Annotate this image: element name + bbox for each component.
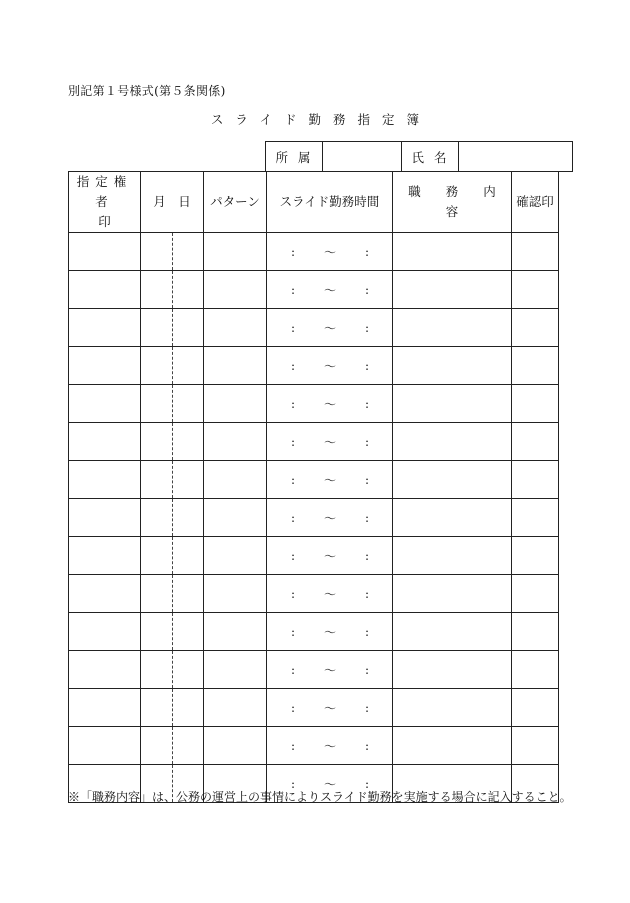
month-cell[interactable] (141, 651, 173, 689)
slide-time-cell[interactable] (267, 575, 393, 613)
affiliation-field[interactable] (323, 142, 402, 172)
day-cell[interactable] (173, 233, 204, 271)
day-cell[interactable] (173, 461, 204, 499)
col-pattern: パターン (204, 172, 267, 233)
time-end-colon: : (365, 738, 370, 753)
time-start-colon: : (291, 700, 296, 715)
time-end-colon: : (365, 282, 370, 297)
designator-seal-cell[interactable] (69, 727, 141, 765)
table-row (69, 385, 559, 423)
time-start-colon: : (291, 472, 296, 487)
pattern-cell[interactable] (204, 385, 267, 423)
month-cell[interactable] (141, 461, 173, 499)
page-title: スライド勤務指定簿 (210, 112, 432, 127)
confirm-seal-cell[interactable] (512, 461, 559, 499)
time-start-colon: : (291, 548, 296, 563)
time-end-colon: : (365, 662, 370, 677)
slide-time-cell[interactable] (267, 537, 393, 575)
table-row (69, 233, 559, 271)
table-row (69, 461, 559, 499)
day-cell[interactable] (173, 347, 204, 385)
time-tilde: 〜 (324, 283, 337, 297)
slide-time-cell[interactable] (267, 727, 393, 765)
time-start-colon: : (291, 358, 296, 373)
slide-time-cell[interactable] (267, 309, 393, 347)
duty-content-cell[interactable] (393, 575, 512, 613)
month-cell[interactable] (141, 347, 173, 385)
time-end-colon: : (365, 624, 370, 639)
col-designator-seal-line2: 印 (98, 214, 111, 229)
day-cell[interactable] (173, 651, 204, 689)
time-start-colon: : (291, 282, 296, 297)
pattern-cell[interactable] (204, 461, 267, 499)
designator-seal-cell[interactable] (69, 423, 141, 461)
time-tilde: 〜 (324, 321, 337, 335)
slide-time-cell[interactable] (267, 233, 393, 271)
time-tilde: 〜 (324, 511, 337, 525)
month-cell[interactable] (141, 727, 173, 765)
day-cell[interactable] (173, 423, 204, 461)
month-cell[interactable] (141, 575, 173, 613)
slide-time-cell[interactable] (267, 461, 393, 499)
time-start-colon: : (291, 776, 296, 791)
duty-content-cell[interactable] (393, 499, 512, 537)
month-cell[interactable] (141, 537, 173, 575)
duty-content-cell[interactable] (393, 613, 512, 651)
time-end-colon: : (365, 510, 370, 525)
time-start-colon: : (291, 396, 296, 411)
duty-content-cell[interactable] (393, 271, 512, 309)
time-tilde: 〜 (324, 549, 337, 563)
affiliation-label: 所属 (266, 142, 323, 172)
time-tilde: 〜 (324, 397, 337, 411)
time-end-colon: : (365, 434, 370, 449)
time-end-colon: : (365, 700, 370, 715)
designator-seal-cell[interactable] (69, 537, 141, 575)
designator-seal-cell[interactable] (69, 575, 141, 613)
col-duty-content: 職 務 内 容 (393, 172, 512, 233)
time-start-colon: : (291, 510, 296, 525)
confirm-seal-cell[interactable] (512, 575, 559, 613)
time-tilde: 〜 (324, 587, 337, 601)
time-start-colon: : (291, 662, 296, 677)
time-end-colon: : (365, 358, 370, 373)
day-cell[interactable] (173, 499, 204, 537)
day-cell[interactable] (173, 575, 204, 613)
designator-seal-cell[interactable] (69, 499, 141, 537)
table-row (69, 575, 559, 613)
footnote: ※「職務内容」は、公務の運営上の事情によりスライド勤務を実施する場合に記入すること。 (68, 790, 572, 804)
time-tilde: 〜 (324, 359, 337, 373)
duty-content-cell[interactable] (393, 651, 512, 689)
day-cell[interactable] (173, 689, 204, 727)
time-start-colon: : (291, 244, 296, 259)
table-row (69, 613, 559, 651)
slide-time-cell[interactable] (267, 423, 393, 461)
pattern-cell[interactable] (204, 575, 267, 613)
pattern-cell[interactable] (204, 309, 267, 347)
name-field[interactable] (459, 142, 573, 172)
duty-content-cell[interactable] (393, 727, 512, 765)
designator-seal-cell[interactable] (69, 233, 141, 271)
name-label: 氏名 (402, 142, 459, 172)
pattern-cell[interactable] (204, 537, 267, 575)
pattern-cell[interactable] (204, 233, 267, 271)
duty-content-cell[interactable] (393, 385, 512, 423)
slide-duty-table (68, 171, 559, 803)
time-tilde: 〜 (324, 435, 337, 449)
col-slide-time: スライド勤務時間 (267, 172, 393, 233)
duty-content-cell[interactable] (393, 537, 512, 575)
confirm-seal-cell[interactable] (512, 613, 559, 651)
table-row (69, 727, 559, 765)
duty-content-cell[interactable] (393, 347, 512, 385)
time-start-colon: : (291, 434, 296, 449)
day-cell[interactable] (173, 309, 204, 347)
pattern-cell[interactable] (204, 727, 267, 765)
month-cell[interactable] (141, 613, 173, 651)
month-cell[interactable] (141, 423, 173, 461)
day-cell[interactable] (173, 271, 204, 309)
table-row (69, 347, 559, 385)
duty-content-cell[interactable] (393, 233, 512, 271)
confirm-seal-cell[interactable] (512, 689, 559, 727)
pattern-cell[interactable] (204, 651, 267, 689)
duty-content-cell[interactable] (393, 309, 512, 347)
month-cell[interactable] (141, 385, 173, 423)
time-start-colon: : (291, 738, 296, 753)
time-end-colon: : (365, 548, 370, 563)
time-end-colon: : (365, 244, 370, 259)
month-cell[interactable] (141, 233, 173, 271)
designator-seal-cell[interactable] (69, 461, 141, 499)
month-cell[interactable] (141, 271, 173, 309)
col-designator-seal-line1: 指定権者 (76, 174, 133, 209)
slide-time-cell[interactable] (267, 385, 393, 423)
pattern-cell[interactable] (204, 689, 267, 727)
table-row (69, 689, 559, 727)
month-cell[interactable] (141, 309, 173, 347)
table-row (69, 309, 559, 347)
confirm-seal-cell[interactable] (512, 347, 559, 385)
designator-seal-cell[interactable] (69, 309, 141, 347)
confirm-seal-cell[interactable] (512, 499, 559, 537)
time-end-colon: : (365, 320, 370, 335)
table-row (69, 651, 559, 689)
table-row (69, 499, 559, 537)
slide-time-cell[interactable] (267, 613, 393, 651)
col-confirm-seal: 確認印 (512, 172, 559, 233)
confirm-seal-cell[interactable] (512, 309, 559, 347)
designator-seal-cell[interactable] (69, 613, 141, 651)
time-end-colon: : (365, 396, 370, 411)
designator-seal-cell[interactable] (69, 689, 141, 727)
designator-seal-cell[interactable] (69, 271, 141, 309)
slide-time-cell[interactable] (267, 499, 393, 537)
confirm-seal-cell[interactable] (512, 233, 559, 271)
time-tilde: 〜 (324, 739, 337, 753)
col-date: 月 日 (141, 172, 204, 233)
slide-time-cell[interactable] (267, 689, 393, 727)
pattern-cell[interactable] (204, 271, 267, 309)
col-designator-seal (69, 172, 141, 233)
time-tilde: 〜 (324, 245, 337, 259)
time-start-colon: : (291, 624, 296, 639)
pattern-cell[interactable] (204, 499, 267, 537)
table-row (69, 271, 559, 309)
time-tilde: 〜 (324, 473, 337, 487)
header-table (265, 141, 573, 172)
day-cell[interactable] (173, 537, 204, 575)
pattern-cell[interactable] (204, 613, 267, 651)
day-cell[interactable] (173, 727, 204, 765)
duty-content-cell[interactable] (393, 461, 512, 499)
designator-seal-cell[interactable] (69, 347, 141, 385)
slide-time-cell[interactable] (267, 347, 393, 385)
time-tilde: 〜 (324, 701, 337, 715)
time-start-colon: : (291, 586, 296, 601)
duty-content-cell[interactable] (393, 423, 512, 461)
time-end-colon: : (365, 472, 370, 487)
time-tilde: 〜 (324, 663, 337, 677)
month-cell[interactable] (141, 689, 173, 727)
form-label: 別記第１号様式(第５条関係) (68, 84, 226, 98)
day-cell[interactable] (173, 385, 204, 423)
time-tilde: 〜 (324, 777, 337, 791)
designator-seal-cell[interactable] (69, 385, 141, 423)
time-start-colon: : (291, 320, 296, 335)
time-end-colon: : (365, 586, 370, 601)
duty-content-cell[interactable] (393, 689, 512, 727)
pattern-cell[interactable] (204, 423, 267, 461)
day-cell[interactable] (173, 613, 204, 651)
table-row (69, 537, 559, 575)
slide-time-cell[interactable] (267, 271, 393, 309)
designator-seal-cell[interactable] (69, 651, 141, 689)
slide-time-cell[interactable] (267, 651, 393, 689)
confirm-seal-cell[interactable] (512, 727, 559, 765)
confirm-seal-cell[interactable] (512, 271, 559, 309)
confirm-seal-cell[interactable] (512, 385, 559, 423)
table-row (69, 423, 559, 461)
confirm-seal-cell[interactable] (512, 423, 559, 461)
pattern-cell[interactable] (204, 347, 267, 385)
time-tilde: 〜 (324, 625, 337, 639)
time-end-colon: : (365, 776, 370, 791)
confirm-seal-cell[interactable] (512, 651, 559, 689)
confirm-seal-cell[interactable] (512, 537, 559, 575)
month-cell[interactable] (141, 499, 173, 537)
